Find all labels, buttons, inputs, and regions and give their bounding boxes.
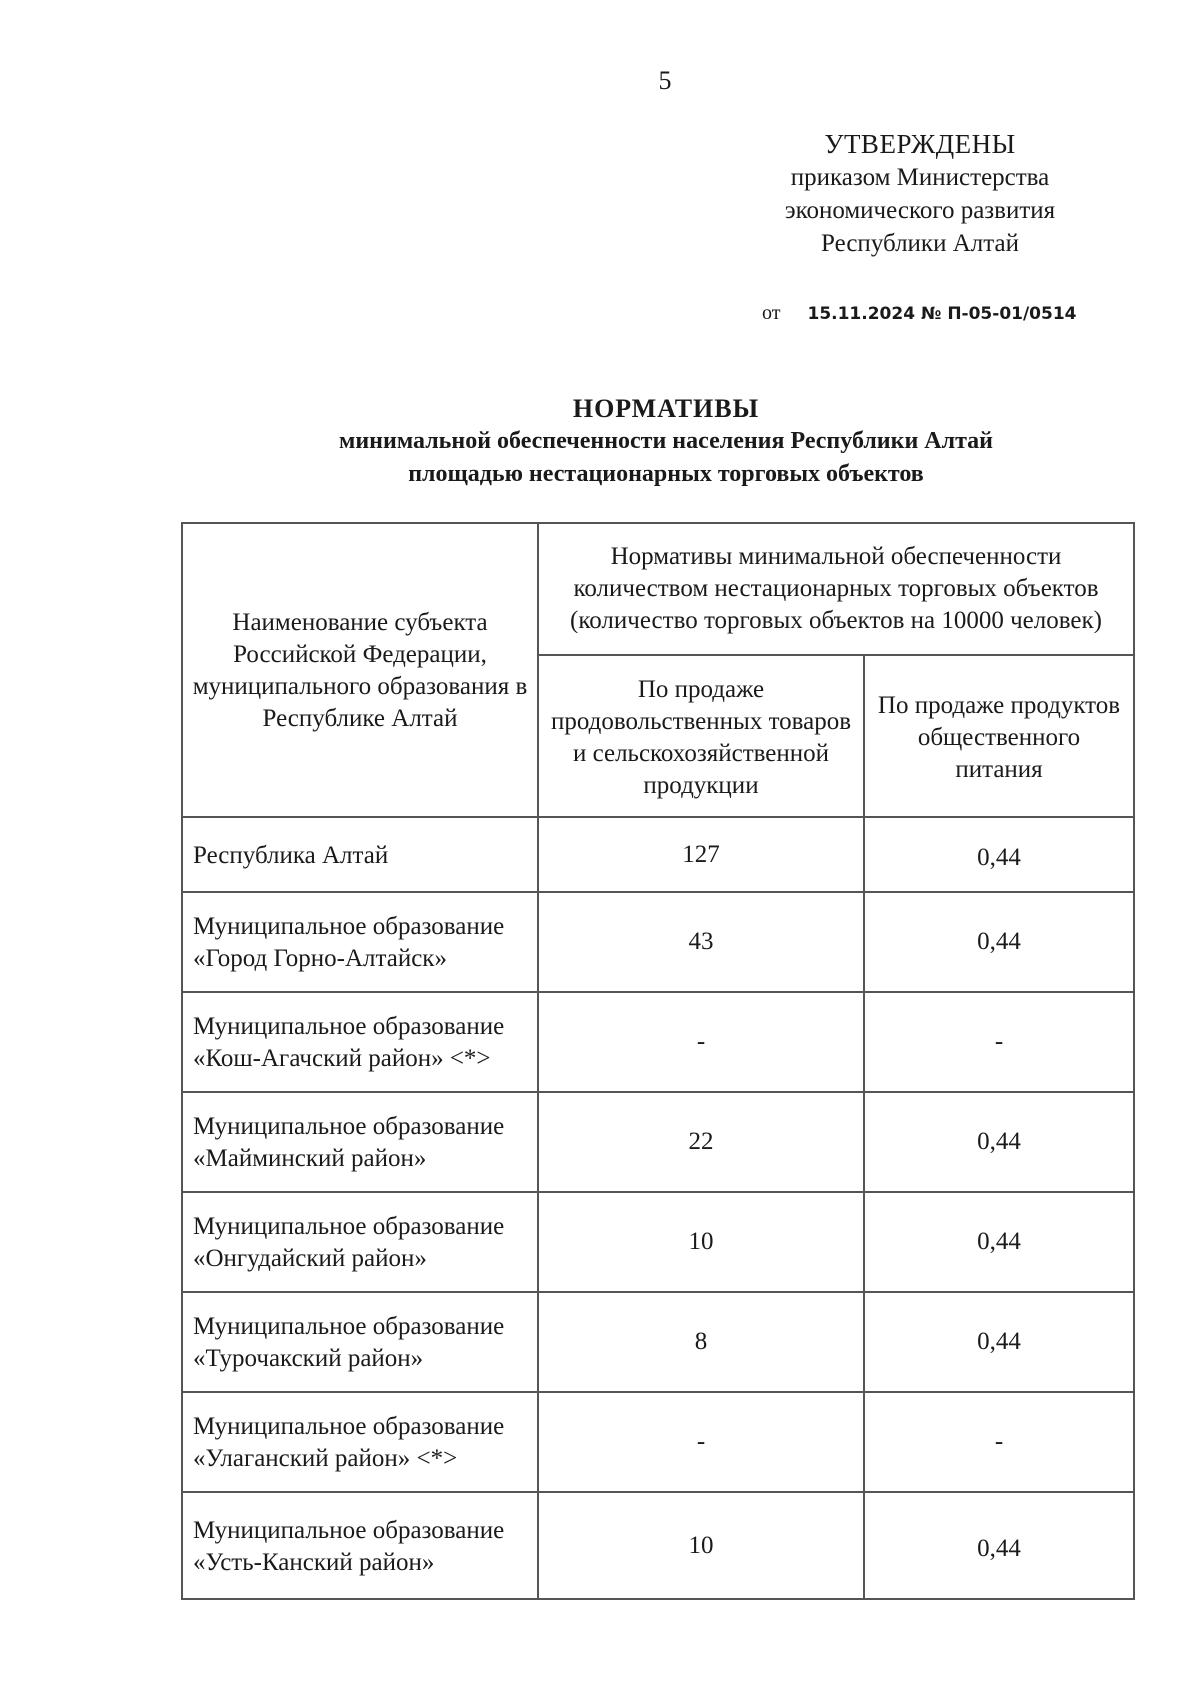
row-catering: - — [864, 1392, 1134, 1492]
row-food: 127 — [538, 817, 864, 892]
approval-line-2: экономического развития — [784, 197, 1056, 224]
table-row — [182, 1092, 1134, 1192]
row-catering: 0,44 — [864, 892, 1134, 992]
header-norms: Нормативы минимальной обеспеченности количеством нестационарных торговых объектов (количество торговых объектов на 10000 человек) — [538, 523, 1134, 655]
row-food: - — [538, 1392, 864, 1492]
row-catering: 0,44 — [864, 1192, 1134, 1292]
row-catering: 0,44 — [864, 1092, 1134, 1192]
row-name: Муниципальное образование «Город Горно-Алтайск» — [182, 892, 538, 992]
order-number: 15.11.2024 № П-05-01/0514 — [807, 304, 1077, 324]
table-row — [182, 1192, 1134, 1292]
table-row — [182, 1392, 1134, 1492]
order-reference — [762, 302, 1077, 325]
row-name: Муниципальное образование «Улаганский район» <*> — [182, 1392, 538, 1492]
title-line-1: минимальной обеспеченности населения Республики Алтай — [338, 428, 993, 454]
document-title — [180, 392, 1152, 491]
row-food: 43 — [538, 892, 864, 992]
row-catering: 0,44 — [864, 817, 1134, 892]
header-entity-name: Наименование субъекта Российской Федерации, муниципального образования в Республике Алтай — [182, 523, 538, 817]
row-name: Муниципальное образование «Онгудайский район» — [182, 1192, 538, 1292]
title-heading: НОРМАТИВЫ — [572, 394, 760, 423]
row-name: Муниципальное образование «Турочакский район» — [182, 1292, 538, 1392]
order-from-label: от — [762, 302, 781, 324]
row-name: Муниципальное образование «Усть-Канский район» — [182, 1492, 538, 1599]
row-catering: 0,44 — [864, 1292, 1134, 1392]
table-row — [182, 992, 1134, 1092]
header-food: По продаже продовольственных товаров и сельскохозяйственной продукции — [538, 655, 864, 817]
row-catering: 0,44 — [864, 1492, 1134, 1599]
header-catering: По продаже продуктов общественного питания — [864, 655, 1134, 817]
table-header-row — [182, 523, 1134, 655]
row-food: 22 — [538, 1092, 864, 1192]
approval-line-1: приказом Министерства — [790, 164, 1050, 191]
row-name: Муниципальное образование «Кош-Агачский район» <*> — [182, 992, 538, 1092]
row-food: 10 — [538, 1192, 864, 1292]
norms-table — [181, 522, 1135, 1600]
approval-line-3: Республики Алтай — [821, 230, 1019, 257]
row-food: 10 — [538, 1492, 864, 1599]
row-food: 8 — [538, 1292, 864, 1392]
table-row — [182, 817, 1134, 892]
approval-title: УТВЕРЖДЕНЫ — [824, 129, 1016, 159]
approval-stamp — [740, 128, 1100, 260]
table-row — [182, 892, 1134, 992]
table-row — [182, 1492, 1134, 1599]
page-number: 5 — [658, 66, 672, 95]
table-row — [182, 1292, 1134, 1392]
row-name: Республика Алтай — [182, 817, 538, 892]
title-line-2: площадью нестационарных торговых объектов — [408, 461, 924, 487]
row-name: Муниципальное образование «Майминский район» — [182, 1092, 538, 1192]
row-catering: - — [864, 992, 1134, 1092]
row-food: - — [538, 992, 864, 1092]
